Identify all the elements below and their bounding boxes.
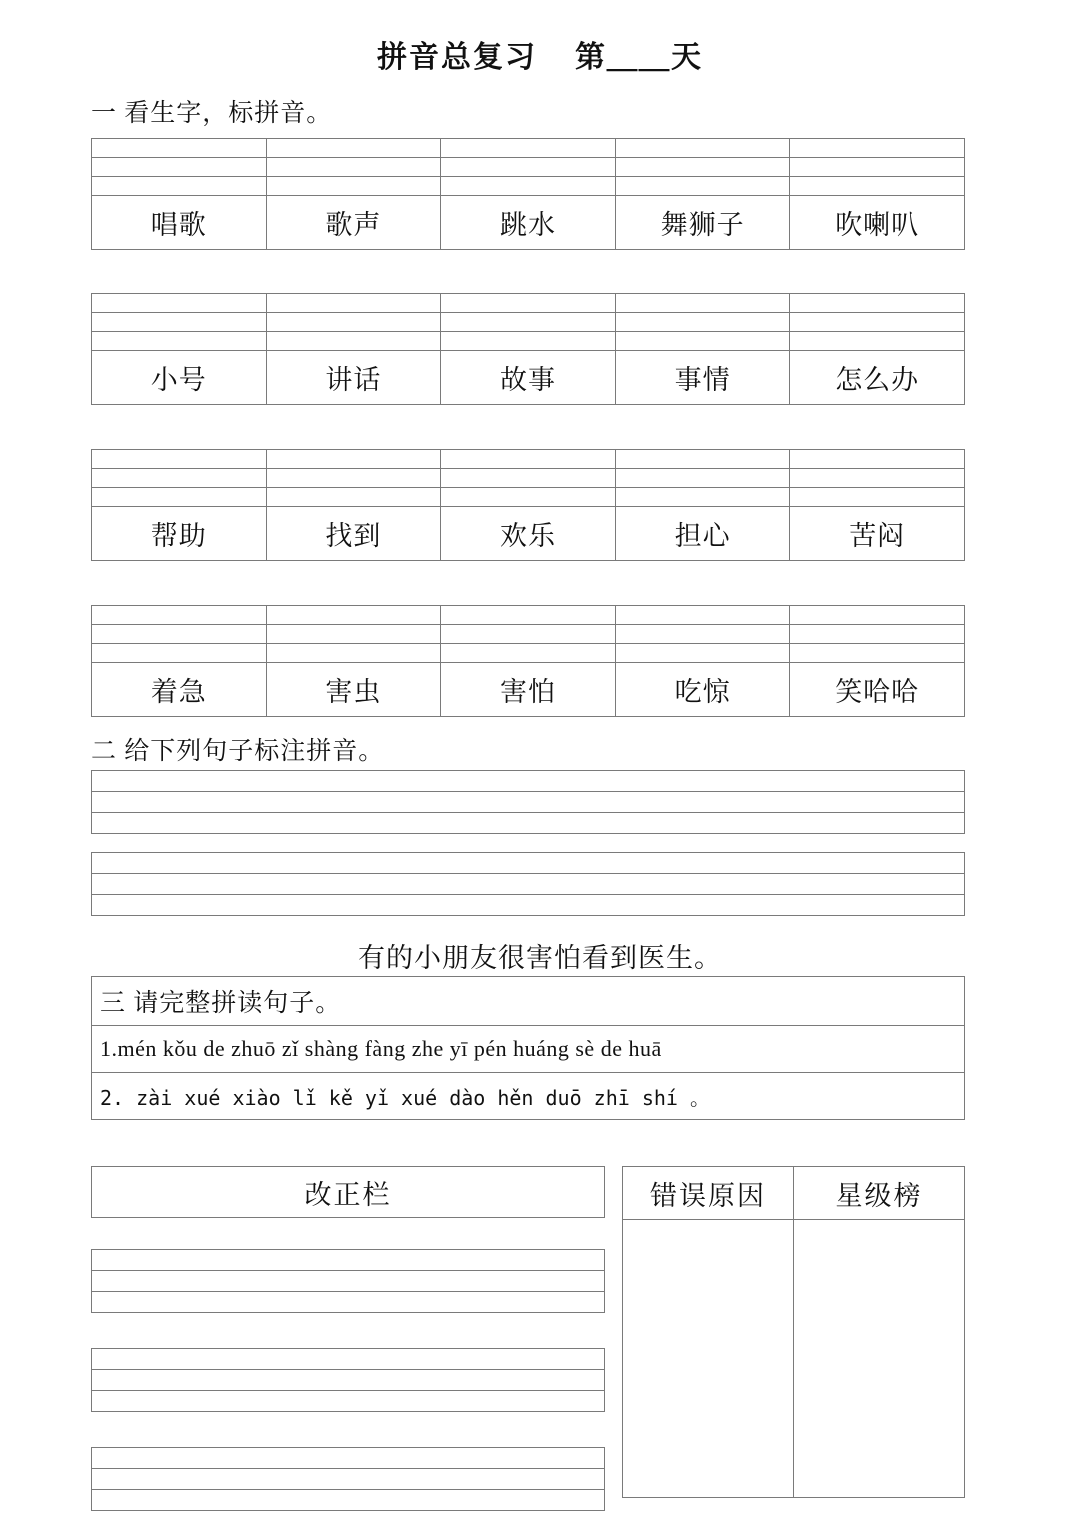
correction-block-3 bbox=[91, 1447, 605, 1511]
pinyin-write-cell[interactable] bbox=[441, 606, 616, 625]
rule-row[interactable] bbox=[92, 813, 965, 834]
pinyin-write-cell[interactable] bbox=[615, 488, 790, 507]
rule-row[interactable] bbox=[92, 895, 965, 916]
word-cell: 笑哈哈 bbox=[790, 663, 965, 717]
write-line[interactable] bbox=[92, 1391, 605, 1412]
word-cell: 事情 bbox=[615, 351, 790, 405]
pinyin-write-cell[interactable] bbox=[92, 625, 267, 644]
pinyin-sentence-2: 2. zài xué xiào lǐ kě yǐ xué dào hěn duō zhī shí 。 bbox=[92, 1073, 965, 1120]
pinyin-write-cell[interactable] bbox=[266, 606, 441, 625]
pinyin-rule-row[interactable] bbox=[92, 606, 965, 625]
section-one-heading: 一 看生字，标拼音。 bbox=[91, 100, 333, 127]
rule-row[interactable] bbox=[92, 1448, 605, 1469]
write-line[interactable] bbox=[92, 771, 965, 792]
pinyin-write-cell[interactable] bbox=[615, 469, 790, 488]
write-line[interactable] bbox=[92, 1271, 605, 1292]
pinyin-write-cell[interactable] bbox=[266, 177, 441, 196]
pinyin-write-cell[interactable] bbox=[615, 332, 790, 351]
pinyin-write-cell[interactable] bbox=[441, 332, 616, 351]
pinyin-write-cell[interactable] bbox=[441, 158, 616, 177]
pinyin-rule-row[interactable] bbox=[92, 450, 965, 469]
rule-row[interactable] bbox=[92, 1490, 605, 1511]
rule-row[interactable] bbox=[92, 853, 965, 874]
pinyin-write-cell[interactable] bbox=[615, 450, 790, 469]
pinyin-write-cell[interactable] bbox=[92, 606, 267, 625]
word-cell: 帮助 bbox=[92, 507, 267, 561]
correction-block-1 bbox=[91, 1249, 605, 1313]
pinyin-write-cell[interactable] bbox=[441, 177, 616, 196]
pinyin-write-cell[interactable] bbox=[790, 294, 965, 313]
pinyin-write-cell[interactable] bbox=[266, 294, 441, 313]
write-line[interactable] bbox=[92, 895, 965, 916]
write-line[interactable] bbox=[92, 1292, 605, 1313]
pinyin-write-cell[interactable] bbox=[266, 332, 441, 351]
rule-row[interactable] bbox=[92, 1250, 605, 1271]
pinyin-write-cell[interactable] bbox=[615, 177, 790, 196]
write-line[interactable] bbox=[92, 853, 965, 874]
pinyin-write-cell[interactable] bbox=[266, 158, 441, 177]
pinyin-rule-row[interactable] bbox=[92, 139, 965, 158]
pinyin-write-cell[interactable] bbox=[92, 450, 267, 469]
write-line[interactable] bbox=[92, 1448, 605, 1469]
table-row bbox=[92, 351, 965, 405]
page-title: 拼音总复习 第＿＿天 bbox=[377, 41, 703, 74]
pinyin-rule-row[interactable] bbox=[92, 332, 965, 351]
pinyin-write-cell[interactable] bbox=[92, 488, 267, 507]
write-line[interactable] bbox=[92, 874, 965, 895]
write-line[interactable] bbox=[92, 792, 965, 813]
pinyin-write-cell[interactable] bbox=[441, 313, 616, 332]
pinyin-write-cell[interactable] bbox=[92, 294, 267, 313]
write-line[interactable] bbox=[92, 1370, 605, 1391]
word-cell: 害虫 bbox=[266, 663, 441, 717]
section-three-heading: 三 请完整拼读句子。 bbox=[92, 977, 965, 1026]
correction-column-header bbox=[91, 1166, 605, 1218]
pinyin-rule-row[interactable] bbox=[92, 488, 965, 507]
table-row bbox=[623, 1220, 965, 1498]
rule-row[interactable] bbox=[92, 1469, 605, 1490]
word-cell: 讲话 bbox=[266, 351, 441, 405]
word-table-3 bbox=[91, 449, 965, 561]
pinyin-write-cell[interactable] bbox=[92, 158, 267, 177]
error-reason-cell[interactable] bbox=[623, 1220, 794, 1498]
word-cell: 找到 bbox=[266, 507, 441, 561]
rule-row[interactable] bbox=[92, 1271, 605, 1292]
pinyin-rule-row[interactable] bbox=[92, 644, 965, 663]
pinyin-write-cell[interactable] bbox=[92, 177, 267, 196]
pinyin-write-cell[interactable] bbox=[441, 450, 616, 469]
word-cell: 小号 bbox=[92, 351, 267, 405]
write-line[interactable] bbox=[92, 1349, 605, 1370]
pinyin-rule-row[interactable] bbox=[92, 294, 965, 313]
pinyin-rule-row[interactable] bbox=[92, 469, 965, 488]
pinyin-write-cell[interactable] bbox=[790, 313, 965, 332]
table-row bbox=[92, 663, 965, 717]
target-sentence: 有的小朋友很害怕看到医生。 bbox=[358, 943, 722, 973]
word-cell: 害怕 bbox=[441, 663, 616, 717]
word-cell: 舞狮子 bbox=[615, 196, 790, 250]
pinyin-write-cell[interactable] bbox=[266, 625, 441, 644]
write-line[interactable] bbox=[92, 1490, 605, 1511]
pinyin-write-cell[interactable] bbox=[92, 332, 267, 351]
pinyin-write-cell[interactable] bbox=[615, 313, 790, 332]
rule-row[interactable] bbox=[92, 771, 965, 792]
section-two-heading: 二 给下列句子标注拼音。 bbox=[91, 738, 385, 765]
pinyin-write-cell[interactable] bbox=[790, 606, 965, 625]
rule-row[interactable] bbox=[92, 1391, 605, 1412]
rule-row[interactable] bbox=[92, 1370, 605, 1391]
pinyin-write-cell[interactable] bbox=[615, 139, 790, 158]
pinyin-write-cell[interactable] bbox=[92, 469, 267, 488]
pinyin-write-cell[interactable] bbox=[92, 139, 267, 158]
pinyin-write-cell[interactable] bbox=[441, 469, 616, 488]
pinyin-write-cell[interactable] bbox=[790, 488, 965, 507]
pinyin-write-cell[interactable] bbox=[790, 177, 965, 196]
pinyin-write-cell[interactable] bbox=[615, 644, 790, 663]
pinyin-write-cell[interactable] bbox=[615, 606, 790, 625]
pinyin-write-cell[interactable] bbox=[441, 625, 616, 644]
pinyin-write-cell[interactable] bbox=[266, 469, 441, 488]
pinyin-write-cell[interactable] bbox=[790, 158, 965, 177]
write-line[interactable] bbox=[92, 1469, 605, 1490]
pinyin-write-cell[interactable] bbox=[92, 313, 267, 332]
correction-column-label: 改正栏 bbox=[304, 1179, 392, 1210]
pinyin-write-cell[interactable] bbox=[790, 450, 965, 469]
word-cell: 担心 bbox=[615, 507, 790, 561]
correction-block-2 bbox=[91, 1348, 605, 1412]
table-row bbox=[92, 507, 965, 561]
write-line[interactable] bbox=[92, 813, 965, 834]
sentence-pinyin-block-1 bbox=[91, 770, 965, 834]
word-table-2 bbox=[91, 293, 965, 405]
pinyin-sentence-1: 1.mén kǒu de zhuō zǐ shàng fàng zhe yī pén huáng sè de huā bbox=[92, 1026, 965, 1073]
pinyin-write-cell[interactable] bbox=[92, 644, 267, 663]
pinyin-rule-row[interactable] bbox=[92, 158, 965, 177]
rule-row[interactable] bbox=[92, 1292, 605, 1313]
rule-row[interactable] bbox=[92, 874, 965, 895]
word-cell: 故事 bbox=[441, 351, 616, 405]
word-cell: 歌声 bbox=[266, 196, 441, 250]
pinyin-write-cell[interactable] bbox=[441, 139, 616, 158]
word-cell: 怎么办 bbox=[790, 351, 965, 405]
pinyin-write-cell[interactable] bbox=[266, 644, 441, 663]
pinyin-rule-row[interactable] bbox=[92, 177, 965, 196]
pinyin-write-cell[interactable] bbox=[266, 488, 441, 507]
pinyin-write-cell[interactable] bbox=[615, 294, 790, 313]
word-cell: 欢乐 bbox=[441, 507, 616, 561]
table-row bbox=[92, 1073, 965, 1120]
pinyin-write-cell[interactable] bbox=[266, 450, 441, 469]
section-three-box bbox=[91, 976, 965, 1120]
pinyin-rule-row[interactable] bbox=[92, 625, 965, 644]
table-row bbox=[92, 196, 965, 250]
rule-row[interactable] bbox=[92, 792, 965, 813]
pinyin-write-cell[interactable] bbox=[615, 158, 790, 177]
error-reason-header: 错误原因 bbox=[623, 1167, 794, 1220]
word-cell: 唱歌 bbox=[92, 196, 267, 250]
star-rank-header: 星级榜 bbox=[794, 1167, 965, 1220]
word-cell: 吃惊 bbox=[615, 663, 790, 717]
pinyin-write-cell[interactable] bbox=[266, 139, 441, 158]
pinyin-write-cell[interactable] bbox=[790, 469, 965, 488]
pinyin-write-cell[interactable] bbox=[615, 625, 790, 644]
pinyin-write-cell[interactable] bbox=[790, 332, 965, 351]
sentence-pinyin-block-2 bbox=[91, 852, 965, 916]
table-row bbox=[92, 1026, 965, 1073]
write-line[interactable] bbox=[92, 1250, 605, 1271]
pinyin-rule-row[interactable] bbox=[92, 313, 965, 332]
table-row bbox=[92, 977, 965, 1026]
word-table-1 bbox=[91, 138, 965, 250]
table-row bbox=[623, 1167, 965, 1220]
pinyin-write-cell[interactable] bbox=[790, 625, 965, 644]
pinyin-write-cell[interactable] bbox=[790, 139, 965, 158]
score-table bbox=[622, 1166, 965, 1498]
pinyin-write-cell[interactable] bbox=[441, 488, 616, 507]
star-rank-cell[interactable] bbox=[794, 1220, 965, 1498]
word-cell: 着急 bbox=[92, 663, 267, 717]
word-cell: 吹喇叭 bbox=[790, 196, 965, 250]
word-cell: 苦闷 bbox=[790, 507, 965, 561]
word-cell: 跳水 bbox=[441, 196, 616, 250]
pinyin-write-cell[interactable] bbox=[266, 313, 441, 332]
pinyin-write-cell[interactable] bbox=[441, 294, 616, 313]
word-table-4 bbox=[91, 605, 965, 717]
pinyin-write-cell[interactable] bbox=[441, 644, 616, 663]
rule-row[interactable] bbox=[92, 1349, 605, 1370]
pinyin-write-cell[interactable] bbox=[790, 644, 965, 663]
